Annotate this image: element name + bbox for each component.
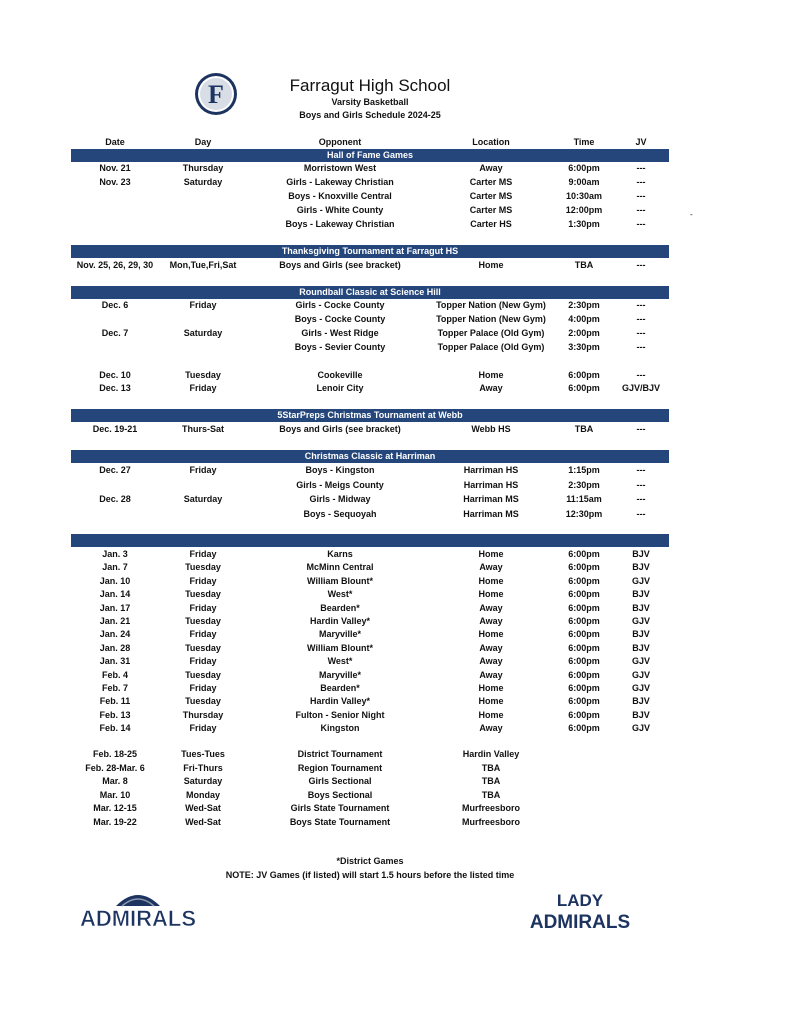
cell-loc: Hardin Valley — [462, 749, 520, 759]
cell-opp: Kingston — [320, 723, 360, 733]
svg-text:ADMIRALS: ADMIRALS — [79, 906, 197, 931]
cell-jv: --- — [636, 205, 646, 215]
table-row — [70, 710, 670, 723]
cell-opp: William Blount* — [307, 576, 373, 586]
cell-jv: GJV — [631, 670, 650, 680]
table-row — [70, 683, 670, 696]
cell-opp: Bearden* — [320, 603, 360, 613]
header-jv: JV — [635, 137, 647, 147]
cell-date: Nov. 21 — [99, 163, 131, 173]
table-row — [70, 163, 670, 176]
cell-time: 12:30pm — [565, 509, 603, 519]
cell-jv: --- — [636, 494, 646, 504]
table-row — [70, 191, 670, 204]
cell-jv: --- — [636, 465, 646, 475]
subtitle: Varsity Basketball — [331, 97, 409, 107]
table-row — [70, 670, 670, 683]
cell-date: Feb. 4 — [101, 670, 128, 680]
cell-loc: Away — [479, 723, 503, 733]
cell-day: Saturday — [183, 776, 223, 786]
cell-date: Nov. 23 — [99, 177, 131, 187]
cell-date: Feb. 28-Mar. 6 — [85, 763, 145, 773]
table-row — [70, 328, 670, 341]
cell-jv: GJV/BJV — [621, 383, 661, 393]
svg-text:ADMIRALS: ADMIRALS — [530, 912, 630, 933]
cell-opp: West* — [327, 589, 353, 599]
cell-date: Mar. 12-15 — [93, 803, 137, 813]
header-day: Day — [194, 137, 212, 147]
cell-jv: BJV — [632, 710, 650, 720]
cell-day: Friday — [189, 629, 217, 639]
cell-opp: Maryville* — [318, 670, 362, 680]
table-row — [70, 656, 670, 669]
cell-day: Saturday — [183, 328, 223, 338]
cell-time: 6:00pm — [568, 163, 600, 173]
cell-jv: BJV — [632, 629, 650, 639]
cell-opp: Boys - Sevier County — [294, 342, 386, 352]
cell-opp: William Blount* — [307, 643, 373, 653]
cell-loc: Home — [478, 260, 504, 270]
cell-loc: Away — [479, 656, 503, 666]
section-5starpreps: 5StarPreps Christmas Tournament at Webb — [71, 409, 669, 422]
table-row — [70, 749, 670, 762]
cell-day: Friday — [189, 723, 217, 733]
cell-opp: Hardin Valley* — [309, 696, 371, 706]
cell-date: Feb. 7 — [101, 683, 128, 693]
cell-day: Tuesday — [185, 589, 221, 599]
cell-jv: GJV — [631, 683, 650, 693]
cell-day: Friday — [189, 300, 217, 310]
cell-day: Tuesday — [185, 616, 221, 626]
cell-time: 2:30pm — [568, 480, 600, 490]
cell-day: Friday — [189, 465, 217, 475]
table-row — [70, 603, 670, 616]
cell-jv: --- — [636, 342, 646, 352]
cell-loc: Home — [478, 710, 504, 720]
jv-note: NOTE: JV Games (if listed) will start 1.5 hours before the listed time — [225, 870, 515, 880]
cell-loc: Carter MS — [469, 177, 513, 187]
cell-date: Feb. 11 — [99, 696, 131, 706]
cell-opp: McMinn Central — [306, 562, 374, 572]
cell-loc: Topper Nation (New Gym) — [436, 314, 546, 324]
cell-date: Jan. 17 — [99, 603, 131, 613]
cell-date: Nov. 25, 26, 29, 30 — [76, 260, 154, 270]
cell-opp: Morristown West — [303, 163, 377, 173]
header-date: Date — [105, 137, 125, 147]
cell-date: Feb. 14 — [99, 723, 131, 733]
svg-text:LADY: LADY — [556, 891, 604, 910]
cell-loc: Harriman HS — [463, 465, 519, 475]
cell-day: Mon,Tue,Fri,Sat — [169, 260, 237, 270]
cell-jv: --- — [636, 480, 646, 490]
cell-time: 6:00pm — [568, 549, 600, 559]
cell-loc: TBA — [481, 763, 501, 773]
cell-opp: Bearden* — [320, 683, 360, 693]
cell-jv: --- — [636, 163, 646, 173]
cell-jv: --- — [636, 328, 646, 338]
table-row — [70, 696, 670, 709]
cell-jv: --- — [636, 424, 646, 434]
cell-loc: Harriman MS — [463, 509, 519, 519]
table-row — [70, 480, 670, 493]
cell-date: Dec. 7 — [101, 328, 129, 338]
cell-opp: Fulton - Senior Night — [295, 710, 385, 720]
table-row — [70, 219, 670, 232]
table-row — [70, 383, 670, 396]
cell-jv: BJV — [632, 549, 650, 559]
cell-opp: Girls - Cocke County — [295, 300, 385, 310]
cell-opp: Boys and Girls (see bracket) — [279, 424, 401, 434]
cell-jv: --- — [636, 300, 646, 310]
cell-opp: Girls - Midway — [309, 494, 371, 504]
cell-time: 6:00pm — [568, 683, 600, 693]
cell-jv: --- — [636, 370, 646, 380]
cell-day: Thursday — [182, 710, 224, 720]
cell-day: Fri-Thurs — [183, 763, 223, 773]
cell-day: Saturday — [183, 494, 223, 504]
cell-date: Jan. 28 — [99, 643, 131, 653]
cell-date: Jan. 14 — [99, 589, 131, 599]
cell-time: 2:30pm — [568, 300, 600, 310]
cell-loc: Away — [479, 163, 503, 173]
table-row — [70, 616, 670, 629]
table-row — [70, 576, 670, 589]
cell-day: Friday — [189, 383, 217, 393]
cell-loc: Murfreesboro — [461, 803, 520, 813]
stray-mark: - — [690, 210, 693, 219]
cell-loc: Home — [478, 696, 504, 706]
cell-day: Thursday — [182, 163, 224, 173]
cell-jv: BJV — [632, 603, 650, 613]
cell-time: 6:00pm — [568, 710, 600, 720]
cell-date: Dec. 10 — [99, 370, 131, 380]
table-row — [70, 629, 670, 642]
cell-opp: Girls - Lakeway Christian — [286, 177, 394, 187]
table-row — [70, 177, 670, 190]
cell-loc: Home — [478, 549, 504, 559]
cell-date: Jan. 24 — [99, 629, 131, 639]
cell-loc: Harriman MS — [463, 494, 519, 504]
cell-time: 9:00am — [568, 177, 600, 187]
cell-loc: Murfreesboro — [461, 817, 520, 827]
cell-day: Friday — [189, 576, 217, 586]
cell-opp: West* — [327, 656, 353, 666]
cell-time: 1:15pm — [568, 465, 600, 475]
svg-text:F: F — [208, 80, 224, 109]
cell-loc: Home — [478, 589, 504, 599]
table-row — [70, 424, 670, 437]
cell-loc: Home — [478, 370, 504, 380]
cell-date: Jan. 31 — [99, 656, 131, 666]
cell-day: Tuesday — [185, 643, 221, 653]
cell-day: Tuesday — [185, 696, 221, 706]
admirals-logo — [78, 886, 198, 932]
table-row — [70, 465, 670, 478]
cell-loc: Away — [479, 616, 503, 626]
cell-time: 1:30pm — [568, 219, 600, 229]
cell-date: Dec. 13 — [99, 383, 131, 393]
cell-date: Jan. 3 — [102, 549, 128, 559]
cell-opp: Maryville* — [318, 629, 362, 639]
table-row — [70, 300, 670, 313]
table-row — [70, 763, 670, 776]
cell-date: Feb. 18-25 — [92, 749, 138, 759]
lady-admirals-logo — [530, 888, 630, 934]
cell-loc: Carter MS — [469, 191, 513, 201]
cell-jv: --- — [636, 191, 646, 201]
cell-time: TBA — [574, 424, 594, 434]
table-row — [70, 509, 670, 522]
cell-opp: Boys - Kingston — [305, 465, 375, 475]
cell-loc: Harriman HS — [463, 480, 519, 490]
cell-opp: Girls - White County — [296, 205, 384, 215]
cell-jv: --- — [636, 314, 646, 324]
cell-time: 10:30am — [565, 191, 603, 201]
cell-opp: Boys Sectional — [307, 790, 373, 800]
section-thanksgiving: Thanksgiving Tournament at Farragut HS — [71, 245, 669, 258]
cell-time: 6:00pm — [568, 370, 600, 380]
table-row — [70, 205, 670, 218]
cell-time: 3:30pm — [568, 342, 600, 352]
cell-date: Mar. 19-22 — [93, 817, 137, 827]
cell-loc: TBA — [481, 790, 501, 800]
cell-date: Dec. 28 — [99, 494, 131, 504]
cell-day: Wed-Sat — [185, 803, 221, 813]
cell-loc: Carter HS — [470, 219, 512, 229]
cell-jv: GJV — [631, 616, 650, 626]
table-row — [70, 817, 670, 830]
table-row — [70, 723, 670, 736]
cell-opp: Girls State Tournament — [290, 803, 390, 813]
cell-time: 6:00pm — [568, 723, 600, 733]
cell-day: Tuesday — [185, 562, 221, 572]
cell-opp: Boys State Tournament — [289, 817, 391, 827]
page-title: Farragut High School — [289, 76, 451, 95]
cell-time: 6:00pm — [568, 562, 600, 572]
district-note: *District Games — [336, 856, 404, 866]
cell-date: Dec. 6 — [101, 300, 129, 310]
cell-opp: Cookeville — [317, 370, 363, 380]
cell-time: 6:00pm — [568, 616, 600, 626]
cell-time: 6:00pm — [568, 656, 600, 666]
cell-time: TBA — [574, 260, 594, 270]
header-opponent: Opponent — [318, 137, 362, 147]
subtitle-schedule: Boys and Girls Schedule 2024-25 — [299, 110, 441, 120]
cell-jv: GJV — [631, 656, 650, 666]
cell-opp: Region Tournament — [297, 763, 383, 773]
cell-opp: Girls Sectional — [308, 776, 372, 786]
table-row — [70, 589, 670, 602]
cell-loc: Home — [478, 576, 504, 586]
cell-opp: Girls - Meigs County — [296, 480, 384, 490]
cell-loc: Topper Nation (New Gym) — [436, 300, 546, 310]
cell-time: 6:00pm — [568, 643, 600, 653]
cell-jv: BJV — [632, 589, 650, 599]
cell-time: 12:00pm — [565, 205, 603, 215]
cell-loc: Carter MS — [469, 205, 513, 215]
table-row — [70, 790, 670, 803]
cell-date: Mar. 8 — [102, 776, 128, 786]
table-row — [70, 549, 670, 562]
table-row — [70, 342, 670, 355]
cell-time: 6:00pm — [568, 670, 600, 680]
cell-day: Monday — [185, 790, 220, 800]
cell-date: Jan. 21 — [99, 616, 131, 626]
section-christmas-classic: Christmas Classic at Harriman — [71, 450, 669, 463]
cell-day: Friday — [189, 549, 217, 559]
table-row — [70, 803, 670, 816]
cell-opp: Boys and Girls (see bracket) — [279, 260, 401, 270]
cell-jv: GJV — [631, 576, 650, 586]
section-roundball: Roundball Classic at Science Hill — [71, 286, 669, 299]
cell-date: Dec. 27 — [99, 465, 131, 475]
cell-opp: Lenoir City — [316, 383, 364, 393]
cell-jv: BJV — [632, 562, 650, 572]
header-time: Time — [573, 137, 595, 147]
cell-loc: Topper Palace (Old Gym) — [437, 342, 545, 352]
cell-time: 6:00pm — [568, 576, 600, 586]
cell-day: Wed-Sat — [185, 817, 221, 827]
table-row — [70, 776, 670, 789]
cell-opp: Girls - West Ridge — [301, 328, 379, 338]
cell-date: Dec. 19-21 — [92, 424, 138, 434]
cell-opp: Karns — [327, 549, 353, 559]
cell-day: Friday — [189, 656, 217, 666]
cell-opp: Hardin Valley* — [309, 616, 371, 626]
cell-loc: Topper Palace (Old Gym) — [437, 328, 545, 338]
cell-opp: Boys - Lakeway Christian — [285, 219, 395, 229]
cell-loc: Away — [479, 562, 503, 572]
cell-jv: GJV — [631, 723, 650, 733]
cell-loc: Webb HS — [471, 424, 511, 434]
header-location: Location — [472, 137, 510, 147]
cell-date: Mar. 10 — [99, 790, 131, 800]
cell-jv: BJV — [632, 643, 650, 653]
cell-opp: Boys - Knoxville Central — [288, 191, 392, 201]
cell-time: 6:00pm — [568, 696, 600, 706]
cell-loc: Away — [479, 383, 503, 393]
table-row — [70, 260, 670, 273]
cell-day: Tues-Tues — [181, 749, 225, 759]
table-row — [70, 494, 670, 507]
cell-day: Thurs-Sat — [181, 424, 224, 434]
cell-time: 6:00pm — [568, 589, 600, 599]
cell-loc: Home — [478, 683, 504, 693]
cell-opp: District Tournament — [297, 749, 383, 759]
cell-time: 6:00pm — [568, 629, 600, 639]
cell-jv: --- — [636, 260, 646, 270]
cell-loc: Away — [479, 643, 503, 653]
cell-day: Tuesday — [185, 370, 221, 380]
table-row — [70, 314, 670, 327]
cell-time: 6:00pm — [568, 383, 600, 393]
cell-opp: Boys - Sequoyah — [303, 509, 377, 519]
cell-date: Feb. 13 — [99, 710, 131, 720]
cell-opp: Boys - Cocke County — [294, 314, 386, 324]
cell-loc: Away — [479, 670, 503, 680]
cell-jv: --- — [636, 177, 646, 187]
table-row — [70, 562, 670, 575]
cell-loc: Home — [478, 629, 504, 639]
cell-loc: Away — [479, 603, 503, 613]
cell-day: Tuesday — [185, 670, 221, 680]
cell-time: 6:00pm — [568, 603, 600, 613]
cell-jv: --- — [636, 219, 646, 229]
cell-loc: TBA — [481, 776, 501, 786]
table-row — [70, 370, 670, 383]
cell-date: Jan. 7 — [102, 562, 128, 572]
cell-time: 2:00pm — [568, 328, 600, 338]
cell-date: Jan. 10 — [99, 576, 131, 586]
cell-jv: BJV — [632, 696, 650, 706]
cell-day: Friday — [189, 683, 217, 693]
cell-time: 11:15am — [566, 494, 602, 504]
table-row — [70, 643, 670, 656]
cell-day: Friday — [189, 603, 217, 613]
section-regular-season — [71, 534, 669, 547]
farragut-f-logo — [194, 72, 238, 116]
section-hall-of-fame: Hall of Fame Games — [71, 149, 669, 162]
cell-time: 4:00pm — [568, 314, 600, 324]
cell-day: Saturday — [183, 177, 223, 187]
cell-jv: --- — [636, 509, 646, 519]
